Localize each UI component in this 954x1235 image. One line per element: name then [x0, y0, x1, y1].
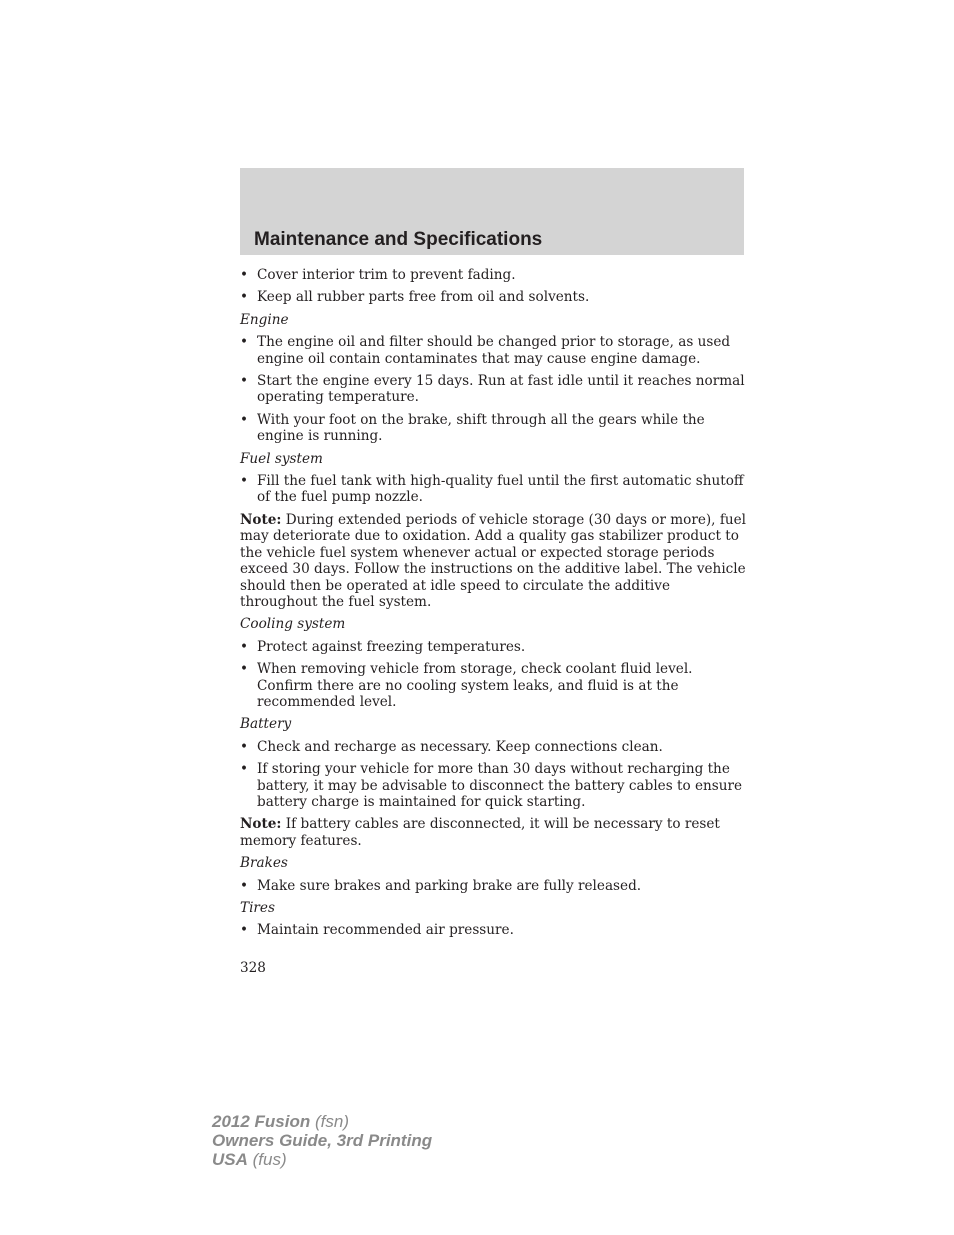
- subheading-cooling-system: Cooling system: [240, 616, 346, 633]
- list-item: • Cover interior trim to prevent fading.: [240, 267, 516, 283]
- list-item: • When removing vehicle from storage, check coolant fluid level. Confirm there are no cooling system leaks, and fluid is at the recommended level.: [240, 661, 693, 710]
- note-label: Note:: [240, 511, 282, 528]
- list-item: • The engine oil and filter should be changed prior to storage, as used engine oil contain contaminates that may cause engine damage.: [240, 334, 731, 367]
- list-item: • Keep all rubber parts free from oil and solvents.: [240, 289, 590, 306]
- list-item: • Check and recharge as necessary. Keep connections clean.: [240, 738, 663, 755]
- list-item: • Start the engine every 15 days. Run at fast idle until it reaches normal operating temperature.: [240, 373, 745, 406]
- bullet-icon: •: [240, 473, 249, 490]
- footer-line-model: 2012 Fusion (fsn): [212, 1112, 349, 1131]
- bullet-icon: •: [240, 877, 249, 894]
- section-header-band: [240, 168, 744, 255]
- list-item: • Maintain recommended air pressure.: [240, 922, 514, 939]
- page-number: 328: [240, 960, 266, 976]
- bullet-icon: •: [240, 738, 249, 755]
- footer-line-guide: Owners Guide, 3rd Printing: [212, 1131, 433, 1150]
- document-footer: [212, 1112, 432, 1169]
- bullet-icon: •: [240, 289, 249, 306]
- footer-line-region: USA (fus): [212, 1150, 287, 1169]
- bullet-icon: •: [240, 661, 249, 678]
- subheading-battery: Battery: [240, 716, 292, 733]
- bullet-icon: •: [240, 334, 249, 351]
- list-item: • With your foot on the brake, shift through all the gears while the engine is running.: [240, 411, 705, 445]
- list-item: • If storing your vehicle for more than 30 days without recharging the battery, it may be advisable to disconnect the battery cables to ensure battery charge is maintained for quick starting.: [240, 761, 743, 810]
- subheading-fuel-system: Fuel system: [240, 450, 323, 467]
- bullet-icon: •: [240, 411, 249, 428]
- bullet-icon: •: [240, 373, 249, 390]
- section-title: Maintenance and Specifications: [254, 229, 543, 250]
- list-item: • Fill the fuel tank with high-quality fuel until the first automatic shutoff of the fuel pump nozzle.: [240, 473, 744, 506]
- page-content: [240, 267, 746, 945]
- list-item: • Protect against freezing temperatures.: [240, 638, 526, 655]
- bullet-icon: •: [240, 267, 249, 283]
- list-item: • Make sure brakes and parking brake are fully released.: [240, 877, 642, 894]
- subheading-engine: Engine: [240, 311, 289, 328]
- bullet-icon: •: [240, 761, 249, 778]
- bullet-icon: •: [240, 922, 249, 939]
- bullet-icon: •: [240, 638, 249, 655]
- note-label: Note:: [240, 816, 282, 833]
- fuel-note: Note: During extended periods of vehicle storage (30 days or more), fuel may deteriorate due to oxidation. Add a quality gas stabilizer product to the vehicle fuel system whenever actual or expected storage periods exceed 30 days. Follow the instructions on the additive label. The vehicle should then be operated at idle speed to circulate the additive throughout the fuel system.: [240, 511, 747, 610]
- battery-note: Note: If battery cables are disconnected, it will be necessary to reset memory features.: [240, 816, 720, 849]
- subheading-brakes: Brakes: [240, 855, 288, 872]
- subheading-tires: Tires: [240, 900, 275, 916]
